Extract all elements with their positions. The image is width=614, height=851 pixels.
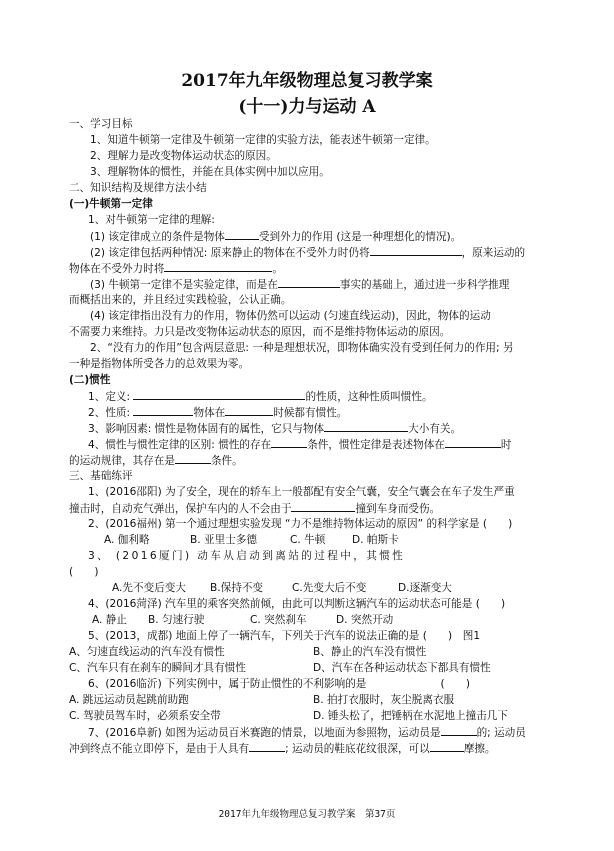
fill-blank[interactable]	[249, 741, 285, 752]
fill-blank[interactable]	[430, 741, 464, 752]
text-line: 的运动规律，其存在是 条件。	[69, 455, 243, 467]
section-heading-exercises: 三、基础练评	[69, 470, 133, 482]
text-line: 2、“没有力的作用”包含两层意思: 一种是理想状况，即物体确实没有受到任何力的作用; 另	[90, 342, 514, 354]
text-line: 物体在不受外力时将 。	[69, 263, 283, 275]
option-b[interactable]: B. 拍打衣服时，灰尘脱离衣服	[313, 694, 455, 706]
goal-item: 1、知道牛顿第一定律及牛顿第一定律的实验方法，能表述牛顿第一定律。	[90, 134, 436, 146]
question-5: 5、(2013，成都) 地面上停了一辆汽车，下列关于汽车的说法正确的是 ( ) 图1	[88, 630, 481, 642]
fill-blank[interactable]	[291, 501, 355, 512]
question-3-options	[112, 581, 452, 595]
question-2: 2、(2016福州) 第一个通过理想实验发现 “力不是维持物体运动的原因” 的科学家是 ( )	[88, 518, 513, 530]
question-1: 1、(2016邵阳) 为了安全，现在的轿车上一般都配有安全气囊，安全气囊会在车子发生严重	[88, 486, 515, 498]
question-6-options-row2	[69, 709, 508, 723]
question-6: 6、(2016临沂) 下列实例中，属于防止惯性的不利影响的是 ( )	[88, 678, 471, 690]
text-line: 不需要力来维持。力只是改变物体运动状态的原因，而不是维持物体运动的原因。	[69, 326, 451, 338]
option-c[interactable]: C. 突然刹车	[250, 614, 307, 626]
fill-blank[interactable]	[441, 725, 477, 736]
fill-blank[interactable]	[278, 277, 340, 288]
question-1-cont: 撞击时，自动充气弹出，保护车内的人不会由于 撞到车身而受伤。	[69, 503, 441, 515]
document-title: 2017年九年级物理总复习教学案	[181, 71, 433, 91]
question-5-options-row2	[69, 661, 491, 675]
option-a[interactable]: A. 静止	[92, 614, 127, 626]
option-d[interactable]: D. 锤头松了，把锤柄在水泥地上撞击几下	[313, 710, 508, 722]
question-3-bracket: ( )	[69, 566, 99, 578]
fill-blank[interactable]	[324, 421, 408, 432]
question-3: 3、 (2016厦门) 动车从启动到离站的过程中，其惯性	[88, 550, 406, 562]
text-line: 4、惯性与惯性定律的区别: 惯性的存在 条件，惯性定律是表述物体在 时	[88, 439, 512, 451]
question-7: 7、(2016阜新) 如图为运动员百米赛跑的情景，以地面为参照物，运动员是 的; 运动员	[88, 727, 526, 739]
question-4-options	[92, 613, 393, 627]
text-line: (4) 该定律指出没有力的作用，物体仍然可以运动 (匀速直线运动)，因此，物体的运动	[90, 310, 491, 322]
question-6-options-row1	[69, 693, 454, 707]
section-heading-knowledge: 二、知识结构及规律方法小结	[69, 182, 207, 194]
fill-blank[interactable]	[133, 405, 193, 416]
fill-blank[interactable]	[225, 405, 273, 416]
goal-item: 3、理解物体的惯性，并能在具体实例中加以应用。	[90, 166, 330, 178]
option-d[interactable]: D. 帕斯卡	[352, 534, 399, 546]
question-7-cont: 冲到终点不能立即停下，是由于人具有 ; 运动员的鞋底花纹很深，可以 摩擦。	[69, 743, 496, 755]
fill-blank[interactable]	[175, 453, 211, 464]
question-4: 4、(2016菏泽) 汽车里的乘客突然前倾，由此可以判断这辆汽车的运动状态可能是 ( )	[88, 598, 506, 610]
question-2-options	[104, 533, 399, 547]
option-a[interactable]: A、匀速直线运动的汽车没有惯性	[69, 646, 225, 658]
text-line: (1) 该定律成立的条件是物体 受到外力的作用 (这是一种理想化的情况)。	[90, 231, 462, 243]
text-line: 3、影响因素: 惯性是物体固有的属性，它只与物体 大小有关。	[88, 423, 462, 435]
option-b[interactable]: B. 匀速行驶	[148, 614, 205, 626]
text-line: 1、定义: 的性质，这种性质叫惯性。	[88, 391, 433, 403]
goal-item: 2、理解力是改变物体运动状态的原因。	[90, 150, 277, 162]
subheading-newton-law: (一)牛顿第一定律	[69, 198, 153, 210]
option-c[interactable]: C.先变大后不变	[292, 582, 367, 594]
fill-blank[interactable]	[271, 437, 307, 448]
option-b[interactable]: B、静止的汽车没有惯性	[313, 646, 427, 658]
question-5-options-row1	[69, 645, 426, 659]
document-subtitle: (十一)力与运动 A	[238, 97, 376, 117]
page-footer: 2017年九年级物理总复习教学案 第37页	[218, 809, 396, 820]
option-d[interactable]: D、汽车在各种运动状态下都具有惯性	[313, 662, 491, 674]
option-b[interactable]: B.保持不变	[210, 582, 264, 594]
option-a[interactable]: A. 伽利略	[104, 534, 150, 546]
option-d[interactable]: D. 突然开动	[336, 614, 394, 626]
option-c[interactable]: C. 驾驶员驾车时，必须系安全带	[69, 710, 221, 722]
option-d[interactable]: D.逐渐变大	[398, 582, 452, 594]
fill-blank[interactable]	[225, 229, 259, 240]
fill-blank[interactable]	[370, 245, 462, 256]
fill-blank[interactable]	[445, 437, 501, 448]
subheading-inertia: (二)惯性	[69, 374, 111, 386]
option-a[interactable]: A.先不变后变大	[112, 582, 186, 594]
option-a[interactable]: A. 跳远运动员起跳前助跑	[69, 694, 189, 706]
text-line: 而概括出来的，并且经过实践检验，公认正确。	[69, 294, 292, 306]
text-line: (2) 该定律包括两种情况: 原来静止的物体在不受外力时仍将 ，原来运动的	[90, 247, 526, 259]
section-heading-goals: 一、学习目标	[69, 118, 133, 130]
fill-blank[interactable]	[133, 389, 305, 400]
fill-blank[interactable]	[164, 261, 272, 272]
text-line: (3) 牛顿第一定律不是实验定律，而是在 事实的基础上，通过进一步科学推理	[90, 279, 510, 291]
text-line: 2、性质: 物体在 时候都有惯性。	[88, 407, 348, 419]
text-line: 一种是指物体所受各力的总效果为零。	[69, 358, 250, 370]
text-line: 1、对牛顿第一定律的理解:	[88, 214, 215, 226]
option-b[interactable]: B. 亚里士多德	[190, 534, 257, 546]
option-c[interactable]: C. 牛顿	[290, 534, 326, 546]
option-c[interactable]: C、汽车只有在刹车的瞬间才具有惯性	[69, 662, 246, 674]
